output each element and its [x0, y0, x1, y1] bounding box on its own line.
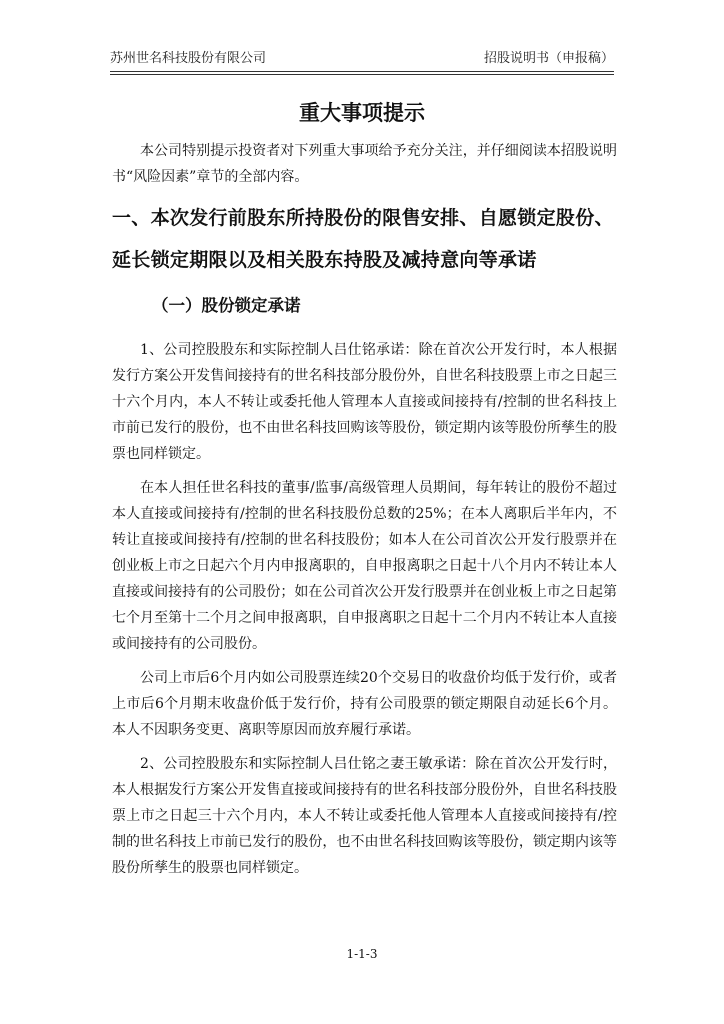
page-number: 1-1-3	[346, 947, 378, 961]
section-heading	[112, 200, 617, 278]
paragraph-2: 在本人担任世名科技的董事/监事/高级管理人员期间，每年转让的股份不超过本人直接或间接持有/控制的世名科技股份总数的25%；在本人离职后半年内，不转让直接或间接持有/控制的世名科技股份；如本人在公司首次公开发行股票并在创业板上市之日起六个月内申报离职的，自申报离职之日起十八个月内不转让本人直接或间接持有的公司股份；如在公司首次公开发行股票并在创业板上市之日起第七个月至第十二个月之间申报离职，自申报离职之日起十二个月内不转让本人直接或间接持有的公司股份。	[112, 480, 617, 652]
paragraph-3: 公司上市后6个月内如公司股票连续20个交易日的收盘价均低于发行价，或者上市后6个月期末收盘价低于发行价，持有公司股票的锁定期限自动延长6个月。本人不因职务变更、离职等原因而放弃履行承诺。	[112, 670, 617, 738]
header-company: 苏州世名科技股份有限公司	[110, 51, 267, 66]
body-text	[112, 337, 617, 881]
section-heading-line2: 延长锁定期限以及相关股东持股及减持意向等承诺	[112, 249, 537, 271]
running-header	[110, 50, 614, 68]
intro-paragraph: 本公司特别提示投资者对下列重大事项给予充分关注，并仔细阅读本招股说明书“风险因素”章节的全部内容。	[112, 143, 617, 185]
page-title: 重大事项提示	[299, 101, 425, 125]
intro-block	[112, 138, 617, 190]
paragraph-1: 1、公司控股股东和实际控制人吕仕铭承诺：除在首次公开发行时，本人根据发行方案公开发售间接持有的世名科技部分股份外，自世名科技股票上市之日起三十六个月内，本人不转让或委托他人管理本人直接或间接持有/控制的世名科技上市前已发行的股份，也不由世名科技回购该等股份，锁定期内该等股份所孳生的股票也同样锁定。	[112, 342, 617, 462]
paragraph-4: 2、公司控股股东和实际控制人吕仕铭之妻王敏承诺：除在首次公开发行时，本人根据发行方案公开发售直接或间接持有的世名科技部分股份外，自世名科技股票上市之日起三十六个月内，本人不转让或委托他人管理本人直接或间接持有/控制的世名科技上市前已发行的股份，也不由世名科技回购该等股份，锁定期内该等股份所孳生的股票也同样锁定。	[112, 756, 617, 876]
header-rule	[110, 71, 614, 72]
header-doc-type: 招股说明书（申报稿）	[483, 51, 614, 66]
section-heading-line1: 一、本次发行前股东所持股份的限售安排、自愿锁定股份、	[112, 207, 614, 229]
header-rule-thin	[110, 74, 614, 75]
subsection-heading: （一）股份锁定承诺	[152, 296, 301, 315]
